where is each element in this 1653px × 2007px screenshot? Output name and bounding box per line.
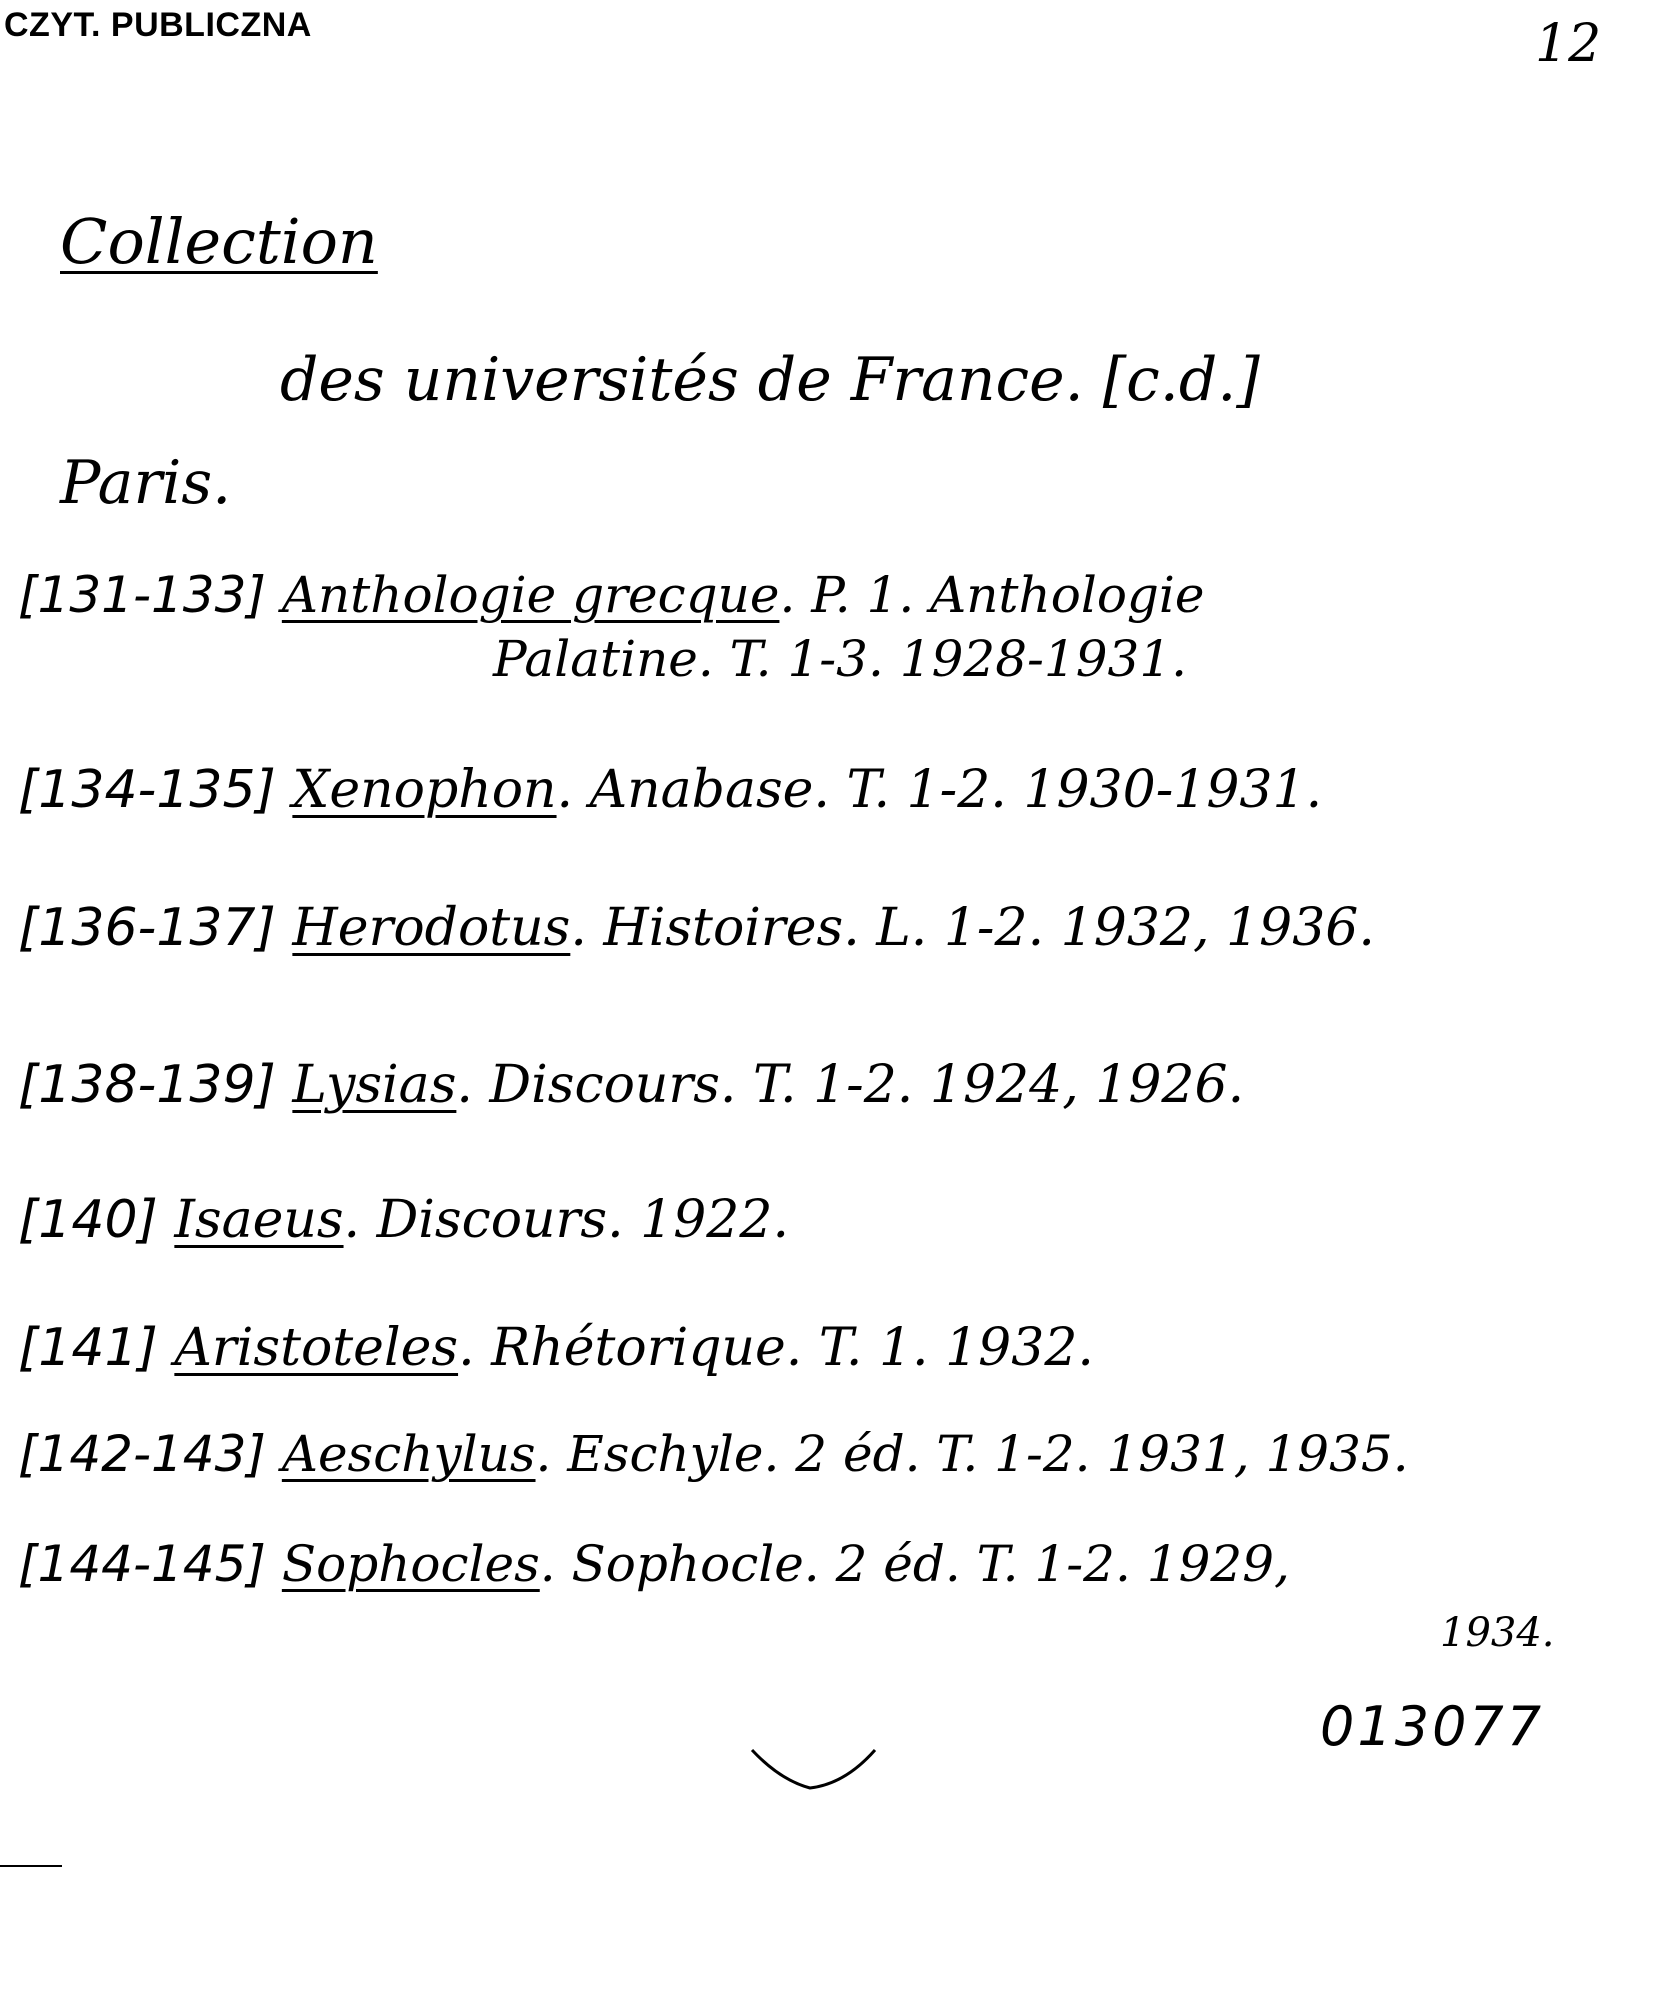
volume-range: [134-135] — [18, 760, 276, 820]
squiggle-mark — [750, 1740, 880, 1800]
entry-author: Xenophon — [292, 760, 557, 820]
volume-range: [141] — [18, 1318, 158, 1378]
volume-range: [136-137] — [18, 898, 276, 958]
catalog-entry-7 — [18, 1425, 1638, 1483]
entry-author: Aeschylus — [281, 1425, 536, 1483]
entry-continuation: Palatine. T. 1-3. 1928-1931. — [493, 630, 1188, 688]
entry-details: . Sophocle. 2 éd. T. 1-2. 1929, — [539, 1535, 1290, 1593]
catalog-entry-8 — [18, 1535, 1638, 1593]
catalog-entry-3 — [18, 898, 1638, 958]
volume-range: [142-143] — [18, 1425, 266, 1483]
volume-range: [144-145] — [18, 1535, 266, 1593]
library-stamp: CZYT. PUBLICZNA — [4, 6, 312, 44]
entry-author: Sophocles — [281, 1535, 540, 1593]
volume-range: [140] — [18, 1190, 158, 1250]
entry-details: . P. 1. Anthologie — [779, 566, 1205, 624]
collection-subtitle: des universités de France. [c.d.] — [280, 345, 1260, 415]
accession-number: 013077 — [1320, 1695, 1545, 1758]
entry-details: . Eschyle. 2 éd. T. 1-2. 1931, 1935. — [535, 1425, 1409, 1483]
catalog-entry-6 — [18, 1318, 1638, 1378]
volume-range: [131-133] — [18, 566, 266, 624]
entry-author: Lysias — [292, 1055, 457, 1115]
entry-details: . Anabase. T. 1-2. 1930-1931. — [556, 760, 1323, 820]
edge-mark — [0, 1865, 62, 1867]
entry-details: . Histoires. L. 1-2. 1932, 1936. — [570, 898, 1375, 958]
entry-author: Herodotus — [292, 898, 571, 958]
entry-details: . Rhétorique. T. 1. 1932. — [458, 1318, 1094, 1378]
entry-details: . Discours. T. 1-2. 1924, 1926. — [456, 1055, 1245, 1115]
catalog-entry-4 — [18, 1055, 1638, 1115]
volume-range: [138-139] — [18, 1055, 276, 1115]
catalog-entry-5 — [18, 1190, 1638, 1250]
entry-author: Anthologie grecque — [281, 566, 780, 624]
publication-place: Paris. — [60, 448, 232, 518]
collection-heading: Collection — [60, 205, 378, 278]
extra-year: 1934. — [1440, 1610, 1555, 1656]
catalog-entry-1 — [18, 560, 1638, 694]
entry-author: Isaeus — [174, 1190, 344, 1250]
catalog-entry-2 — [18, 760, 1638, 820]
entry-author: Aristoteles — [174, 1318, 459, 1378]
entry-details: . Discours. 1922. — [343, 1190, 789, 1250]
page-number: 12 — [1535, 14, 1602, 74]
